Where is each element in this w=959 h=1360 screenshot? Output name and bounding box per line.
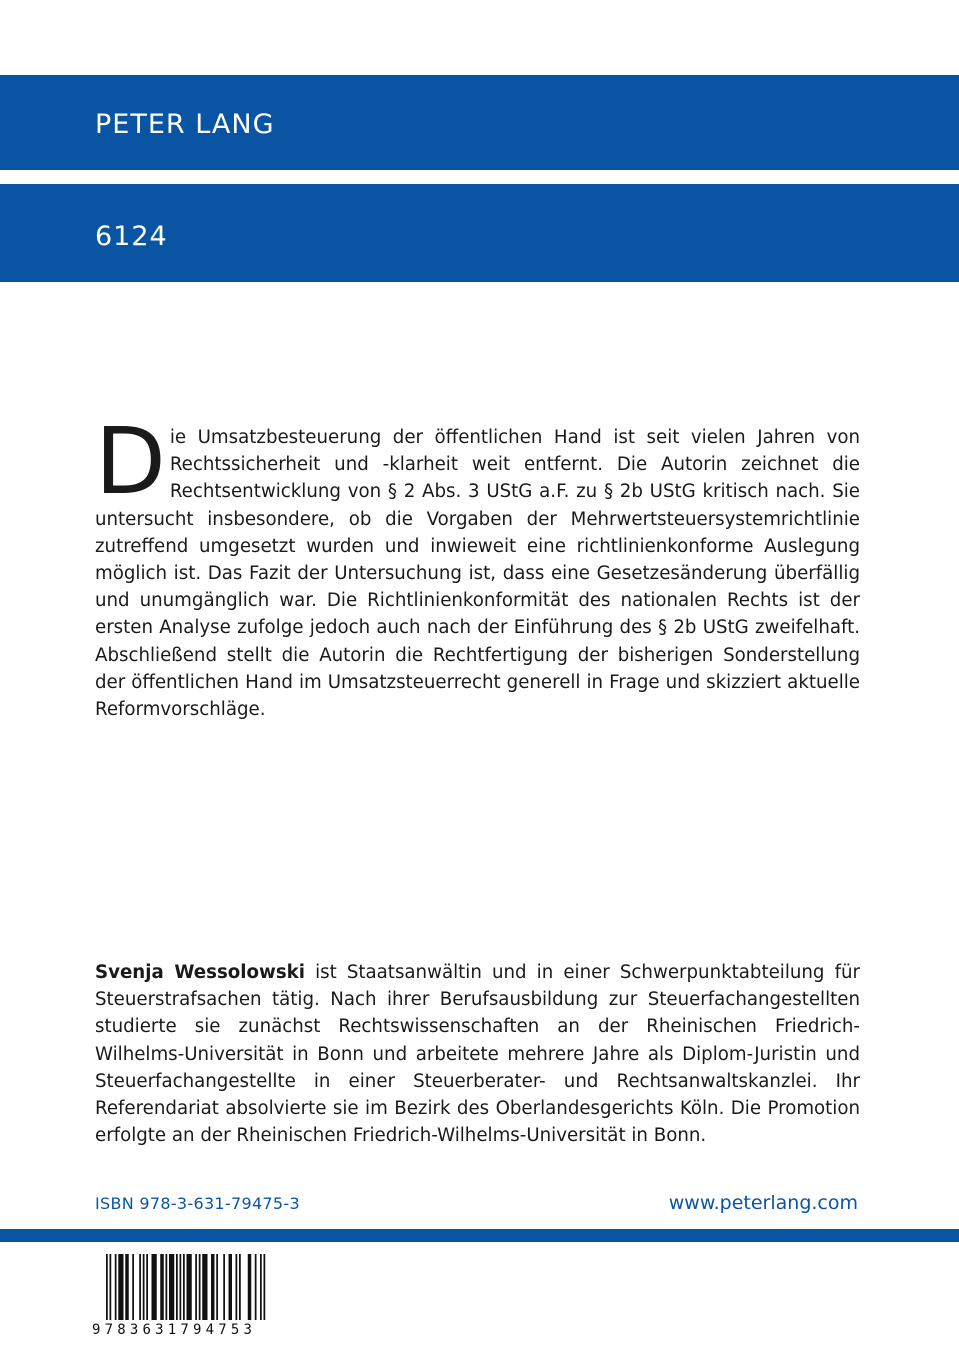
barcode-bar bbox=[152, 1254, 157, 1320]
abstract-text bbox=[95, 408, 860, 723]
barcode-bar bbox=[211, 1254, 215, 1320]
barcode-bar bbox=[166, 1254, 168, 1320]
dropcap-letter: D bbox=[95, 408, 166, 515]
barcode-bar bbox=[125, 1254, 129, 1320]
isbn-label: ISBN 978-3-631-79475-3 bbox=[95, 1194, 300, 1213]
barcode-bar bbox=[183, 1254, 185, 1320]
barcode-digits: 9783631794753 bbox=[92, 1322, 257, 1338]
barcode-bar bbox=[202, 1254, 207, 1320]
author-name: Svenja Wessolowski bbox=[95, 962, 305, 983]
barcode-bar bbox=[180, 1254, 182, 1320]
barcode-bar bbox=[216, 1254, 218, 1320]
barcode-bar bbox=[239, 1254, 241, 1320]
barcode-bar bbox=[160, 1254, 164, 1320]
website-link[interactable]: www.peterlang.com bbox=[668, 1192, 858, 1214]
footer-bar bbox=[0, 1229, 959, 1242]
barcode-bar bbox=[169, 1254, 174, 1320]
publisher-band bbox=[0, 75, 959, 170]
barcode-bar bbox=[143, 1254, 145, 1320]
barcode-bar bbox=[132, 1254, 134, 1320]
barcode-bar bbox=[115, 1254, 117, 1320]
author-bio bbox=[95, 959, 860, 1149]
barcode-bar bbox=[139, 1254, 141, 1320]
barcode-bar bbox=[223, 1254, 225, 1320]
barcode-bar bbox=[110, 1254, 112, 1320]
barcode-bar bbox=[118, 1254, 123, 1320]
barcode-bar bbox=[199, 1254, 201, 1320]
barcode-bar bbox=[260, 1254, 262, 1320]
series-number: 6124 bbox=[95, 221, 168, 252]
bio-body: ist Staatsanwältin und in einer Schwerpunktabteilung für Steuerstrafsachen tätig. Nach ihrer Berufsausbildung zur Steuerfachangestellten studierte sie zunächst Rechtswissenschaften an der Rheinischen Friedrich-Wilhelms-Universität in Bonn und arbeitete mehrere Jahre als Diplom-Juristin und Steuerfachangestellte in einer Steuerberater- und Rechtsanwaltskanzlei. Ihr Referendariat absolvierte sie im Bezirk des Oberlandesgerichts Köln. Die Promotion erfolgte an der Rheinischen Friedrich-Wilhelms-Universität in Bonn. bbox=[95, 962, 860, 1147]
barcode-bar bbox=[229, 1254, 233, 1320]
barcode-bar bbox=[255, 1254, 257, 1320]
barcode-bar bbox=[236, 1254, 238, 1320]
barcode-bar bbox=[187, 1254, 192, 1320]
barcode-bar bbox=[176, 1254, 178, 1320]
barcode-bar bbox=[106, 1254, 108, 1320]
barcode-bar bbox=[195, 1254, 197, 1320]
barcode-bar bbox=[146, 1254, 148, 1320]
series-band bbox=[0, 184, 959, 282]
barcode-bar bbox=[248, 1254, 252, 1320]
barcode-bar bbox=[264, 1254, 266, 1320]
publisher-name: PETER LANG bbox=[95, 109, 275, 140]
abstract-body: ie Umsatzbesteuerung der öffentlichen Hand ist seit vielen Jahren von Rechtssicherheit und -klarheit weit entfernt. Die Autorin zeichnet die Rechtsentwicklung von § 2 Abs. 3 UStG a.F. zu § 2b UStG kritisch nach. Sie untersucht insbesondere, ob die Vorgaben der Mehrwertsteuersystemrichtlinie zutreffend umgesetzt wurden und inwieweit eine richtlinienkonforme Auslegung möglich ist. Das Fazit der Untersuchung ist, dass eine Gesetzesänderung überfällig und unumgänglich war. Die Richtlinienkonformität des nationalen Rechts ist der ersten Analyse zufolge jedoch auch nach der Einführung des § 2b UStG zweifelhaft. Abschließend stellt die Autorin die Rechtfertigung der bisherigen Sonderstellung der öffentlichen Hand im Umsatzsteuerrecht generell in Frage und skizziert aktuelle Reformvorschläge. bbox=[95, 427, 860, 721]
